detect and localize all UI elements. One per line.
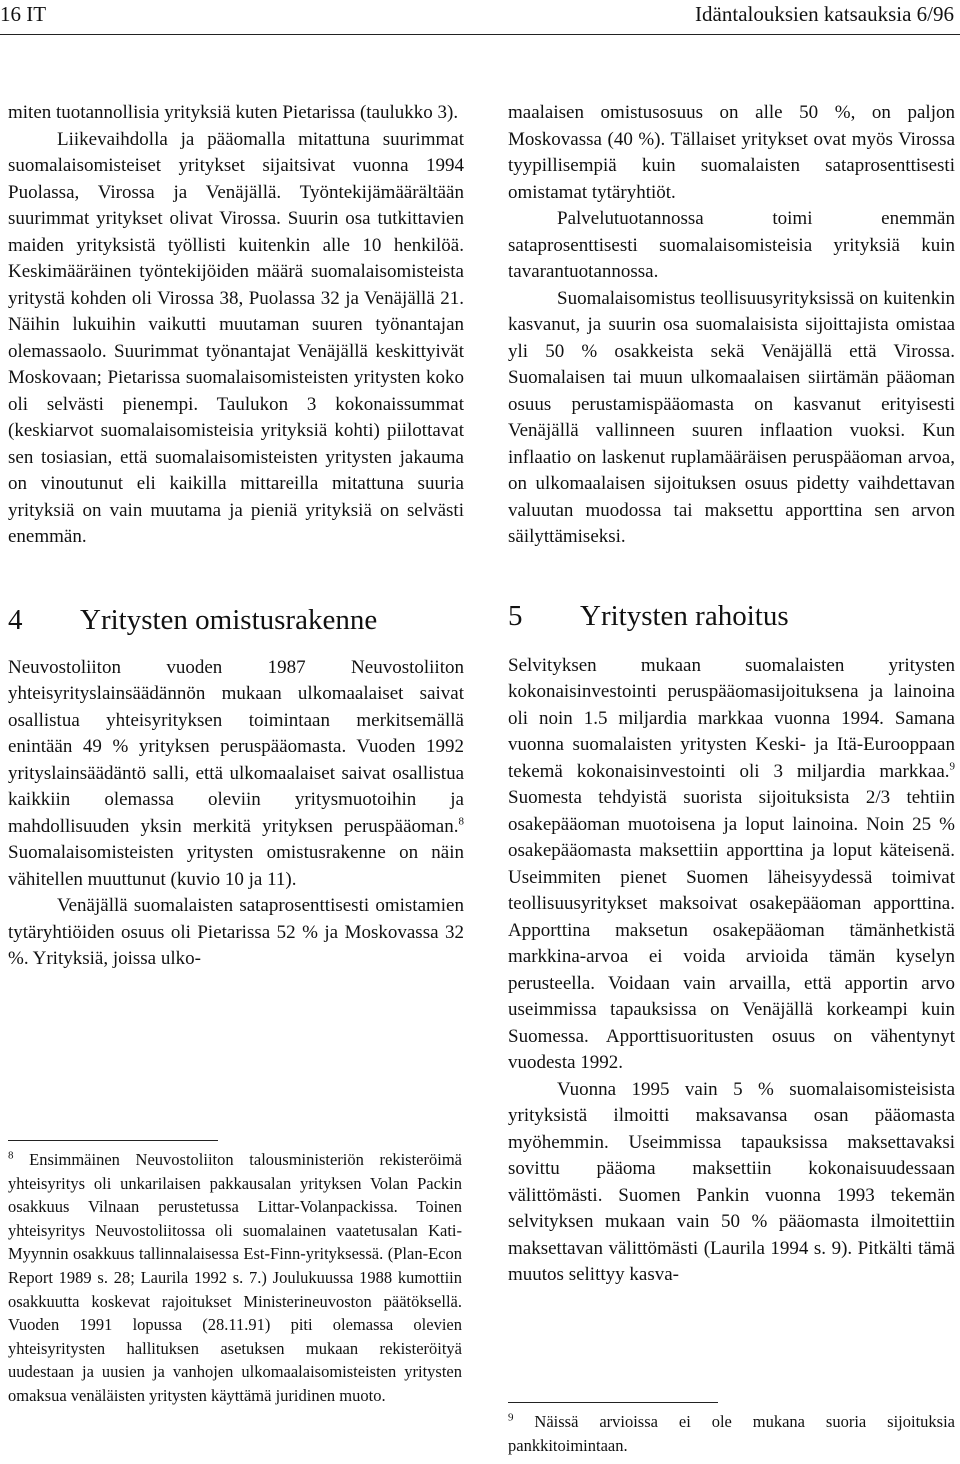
section-title: Yritysten rahoitus xyxy=(580,599,789,632)
footnote-body: Ensimmäinen Neuvostoliiton talousministeriön rekisteröimä yhteisyritys oli unkarilaisen pakkausalan yrityksen Volan Packin osakkuus Vilnaan perustetussa Littar-Volanpackissa. Toinen yhteisyritys Neuvostoliitossa oli suomalainen vaatetusalan Kati-Myynnin osakkuus tallinnalaisessa Est-Finn-yrityksessä. (Plan-Econ Report 1989 s. 28; Laurila 1992 s. 7.) Joulukuussa 1988 kumottiin osakkuutta koskevat rajoitukset Ministerineuvoston päätöksellä. Vuoden 1991 lopussa (28.11.91) piti olemassa olevien yhteisyritysten hallituksen asetuksen mukaan rekisteröityä uudestaan ja uusien ja vanhojen ulkomaalaisomisteisten yritysten omaksua venäläisten yritysten käyttämä juridinen muoto. xyxy=(8,1150,462,1405)
paragraph: Vuonna 1995 vain 5 % suomalaisomisteisista yrityksistä ilmoitti maksavansa osan pääomasta myöhemmin. Useimmissa tapauksissa maksettavaksi sovittu pääoma maksettiin kokonaisuudessaan välittömästi. Suomen Pankin vuonna 1993 tekemän selvityksen mukaan vain 50 % pääomasta ilmoitettiin maksettavan välittömästi (Laurila 1994 s. 9). Pitkälti tämä muutos selittyy kasva- xyxy=(508,1078,955,1285)
paragraph: miten tuotannollisia yrityksiä kuten Pietarissa (taulukko 3). xyxy=(8,102,459,123)
paragraph: Venäjällä suomalaisten sataprosenttisesti omistamien tytäryhtiöiden osuus oli Pietarissa 52 % ja Moskovassa 32 %. Yrityksiä, joissa ulko- xyxy=(8,895,464,969)
paragraph-text: Suomalaisomisteisten yritysten omistusrakenne on näin vähitellen muuttunut (kuvio 10 ja 11). xyxy=(8,842,464,890)
left-column xyxy=(8,100,464,973)
section-number: 5 xyxy=(508,599,523,632)
section-heading-4 xyxy=(8,603,464,637)
paragraph: Palvelutuotannossa toimi enemmän sataprosenttisesti suomalaisomisteisia yrityksiä kuin tavarantuotannossa. xyxy=(508,208,955,282)
paragraph xyxy=(8,655,464,894)
paragraph xyxy=(508,653,955,1077)
footnote-rule xyxy=(8,1140,218,1141)
section-number: 4 xyxy=(8,603,23,636)
footnote-text xyxy=(8,1148,462,1408)
paragraph: maalaisen omistusosuus on alle 50 %, on paljon Moskovassa (40 %). Tällaiset yritykset ovat myös Virossa tyypillisempiä kuin suomalaisten sataprosenttisesti omistamat tytäryhtiöt. xyxy=(508,102,955,203)
section-heading-5 xyxy=(508,599,955,633)
paragraph: Liikevaihdolla ja pääomalla mitattuna suurimmat suomalaisomisteiset yritykset sijaitsivat vuonna 1994 Puolassa, Virossa ja Venäjällä. Työntekijämäärältään suurimmat yritykset olivat Virossa. Suurin osa tutkittavien maiden yrityksistä työllisti kuitenkin alle 10 henkilöä. Keskimääräinen työntekijöiden määrä suomalaisomisteista yritystä kohden oli Virossa 38, Puolassa 32 ja Venäjällä 21. Näihin lukuihin vaikutti muutaman suuren työnantajan olemassaolo. Suurimmat työnantajat Venäjällä keskittyivät Moskovaan; Pietarissa suomalaisomisteisten yritysten koko oli selvästi pienempi. Taulukon 3 kokonaissummat (keskiarvot suomalaisomisteisia yrityksiä kohti) piilottavat sen tosiasian, että suomalaisomisteisten yritysten jakauma on vinoutunut eli kaikilla mittareilla mitattuna suuria yrityksiä on vain muutama ja pieniä yrityksiä on selvästi enemmän. xyxy=(8,128,464,547)
page-number-label: 16 IT xyxy=(0,2,47,26)
paragraph: Suomalaisomistus teollisuusyrityksissä on kuitenkin kasvanut, ja suurin osa suomalaisista sijoittajista omistaa yli 50 % osakkeista sekä Venäjällä että Virossa. Suomalaisen tai muun ulkomaalaisen siirtämän pääoman osuus perustamispääomasta on kasvanut erityisesti Venäjällä vallinneen suuren inflaation vuoksi. Kun inflaatio on laskenut ruplamääräisen peruspääoman arvoa, on ulkomaalaisen sijoituksen osuus pidetty vaihdettavan valuutan muodossa tai maksettu apporttina sen arvon säilyttämiseksi. xyxy=(508,287,955,547)
paragraph-text: Selvityksen mukaan suomalaisten yritysten kokonaisinvestointi peruspääomasijoituksena ja lainoina oli noin 1.5 miljardia markkaa vuonna 1994. Samana vuonna suomalaisten yritysten Keski- ja Itä-Eurooppaan tekemä kokonaisinvestointi oli 3 miljardia markkaa. xyxy=(508,654,955,782)
footnote-left xyxy=(8,1140,462,1408)
footnote-rule xyxy=(508,1402,718,1403)
footnote-marker: 8 xyxy=(8,1149,14,1162)
footnote-reference[interactable]: 9 xyxy=(949,760,955,773)
footnote-reference[interactable]: 8 xyxy=(458,815,464,828)
series-title: Idäntalouksien katsauksia 6/96 xyxy=(695,2,954,26)
footnote-text xyxy=(508,1410,955,1457)
page-header xyxy=(0,0,960,40)
right-column xyxy=(508,100,955,1289)
footnote-right xyxy=(508,1402,955,1457)
paragraph-text: Suomesta tehdyistä suorista sijoituksista 2/3 tehtiin osakepääoman muotoisena ja loput lainoina. Noin 25 % osakepääomasta maksettiin apporttina ja loput käteisenä. Useimmiten pienet Suomen läheisyydessä toimivat teollisuusyritykset maksoivat osakepääoman apporttina. Apporttina maksetun osakepääoman tämänhetkistä markkina-arvoa ei voida arvioida tämän kyselyn perusteella. Voidaan vain arvailla, että apportin arvo useimmissa tapauksissa on Venäjällä korkeampi kuin Suomessa. Apporttisuoritusten osuus on vähentynyt vuodesta 1992. xyxy=(508,787,955,1073)
footnote-body: Näissä arvioissa ei ole mukana suoria sijoituksia pankkitoimintaan. xyxy=(508,1412,955,1455)
section-title: Yritysten omistusrakenne xyxy=(80,603,378,636)
footnote-marker: 9 xyxy=(508,1411,514,1424)
paragraph-text: Neuvostoliiton vuoden 1987 Neuvostoliiton yhteisyrityslainsäädännön mukaan ulkomaalaiset saivat osallistua yhteisyrityksen toimintaan merkitsemällä enintään 49 % yrityksen peruspääomasta. Vuoden 1992 yrityslainsäädäntö salli, että ulkomaalaiset saivat osallistua kaikkiin olemassa oleviin yritysmuotoihin ja mahdollisuuden yksin merkitä yrityksen peruspääoman. xyxy=(8,656,464,837)
header-rule xyxy=(0,34,960,35)
